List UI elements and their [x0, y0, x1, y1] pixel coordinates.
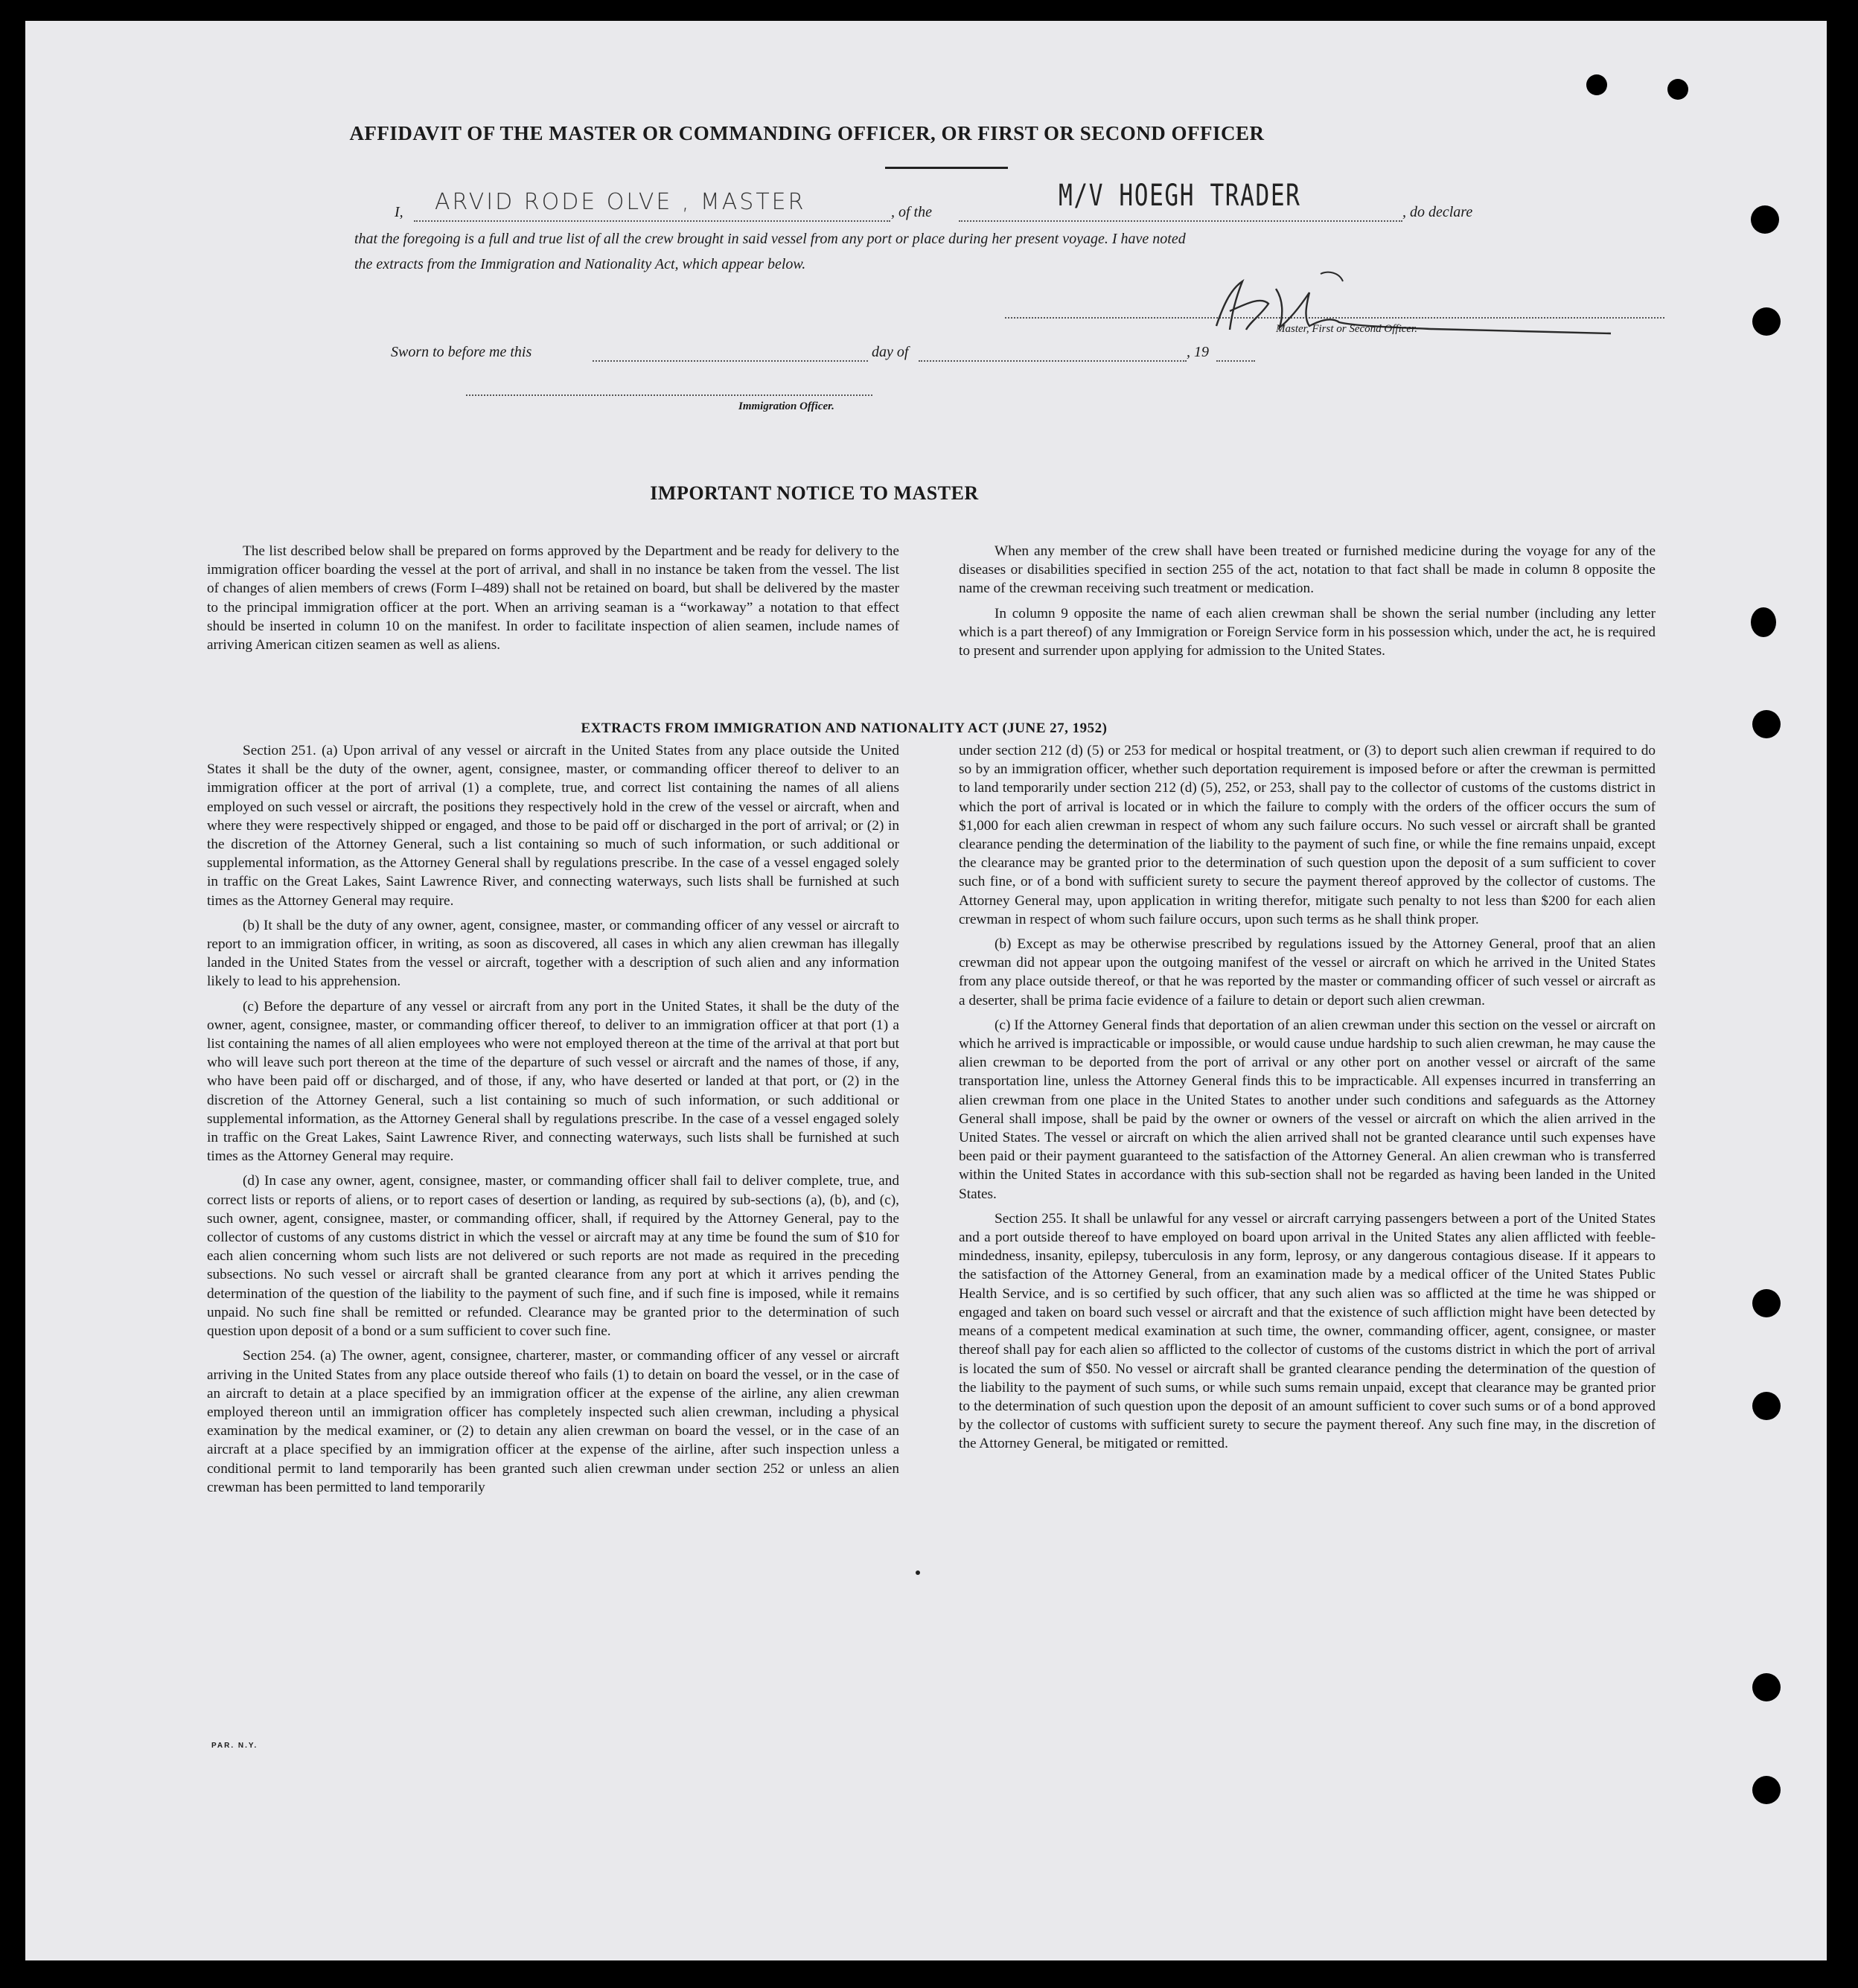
binder-hole [1752, 307, 1781, 336]
notice-paragraph: When any member of the crew shall have been treated or furnished medicine during the voyage for any of the diseases or disabilities specified in section 255 of the act, notation to that fact shall be made in column 8 opposite the name of the crewman receiving such treatment or medication. [959, 543, 1656, 597]
year-line [1216, 360, 1255, 362]
act-paragraph: under section 212 (d) (5) or 253 for medical or hospital treatment, or (3) to deport such alien crewman if required to do so by an immigration officer, whether such deportation requirement is imposed before or after the crewman is permitted to land temporarily under section 212 (d) (5), 252, or 253, shall pay to the collector of customs of the customs district in which the port of arrival is located or in which the failure to comply with the orders of the officer occurs the sum of $1,000 for each alien crewman in respect of whom any such failure occurs. No such vessel or aircraft shall be granted clearance pending the determination of the liability to the payment of such fine, or while the fine remains unpaid, except the clearance may be granted prior to the determination of such question upon the deposit of a sum sufficient to cover such fine, or of a bond with sufficient surety to secure the payment thereof approved by the collector of customs. The Attorney General may, upon application in writing therefor, mitigate such penalty to not less than $200 for each alien crewman in respect of whom such failure occurs, upon such terms as he shall think proper. [959, 743, 1656, 927]
stray-mark [916, 1570, 920, 1575]
binder-hole [1752, 1289, 1781, 1317]
signature-caption: Master, First or Second Officer. [1276, 323, 1417, 335]
act-paragraph: Section 255. It shall be unlawful for any vessel or aircraft carrying passengers between a port of the United States and a port outside thereof to have employed on board upon arrival in the United States any alien afflicted with feeble-mindedness, insanity, epilepsy, tuberculosis in any form, leprosy, or any dangerous contagious disease. If it appears to the satisfaction of the Attorney General, from an examination made by a medical officer of the United States Public Health Service, and is so certified by such officer, that any such alien was so afflicted at the time he was shipped or engaged and taken on board such vessel or aircraft and that the existence of such affliction might have been detected by means of a competent medical examination at such time, the owner, commanding officer, agent, consignee, or master thereof shall pay for each alien so afflicted to the collector of customs of the customs district in which the port of arrival is located the sum of $50. No vessel or aircraft shall be granted clearance pending the determination of the question of the liability to the payment of such sums, or while such sums remain unpaid, except that clearance may be granted prior to the determination of such question upon the deposit of an amount sufficient to cover such sums or of a bond approved by the collector of customs with sufficient surety to secure the payment thereof. Any such fine may, in the discretion of the Attorney General, be mitigated or remitted. [959, 1210, 1656, 1452]
act-paragraph: (b) It shall be the duty of any owner, agent, consignee, master, or commanding officer of any vessel or aircraft to report to an immigration officer, in writing, as soon as discovered, all cases in which any alien crewman has illegally landed in the United States from the vessel or aircraft, together with a description of such alien and any information likely to lead to his apprehension. [207, 917, 899, 990]
vessel-name-line [959, 220, 1402, 222]
act-paragraph: Section 254. (a) The owner, agent, consignee, charterer, master, or commanding officer of any vessel or aircraft arriving in the United States from any place outside thereof who fails (1) to detain on board the vessel, or in the case of an aircraft to detain at a place specified by an immigration officer at the expense of the airline, any alien crewman employed thereon until an immigration officer has completely inspected such alien crewman, including a physical examination by the medical examiner, or (2) to detain any alien crewman on board the vessel, or in the case of an aircraft at a place specified by an immigration officer at the expense of the airline, after such inspection unless a conditional permit to land temporarily has been granted such alien crewman under section 252 or unless an alien crewman has been permitted to land temporarily [207, 1348, 899, 1495]
affidavit-statement-line-2: the extracts from the Immigration and Nationality Act, which appear below. [354, 256, 806, 272]
notice-heading: IMPORTANT NOTICE TO MASTER [650, 482, 979, 504]
affidavit-i-label: I, [395, 204, 403, 220]
immigration-officer-caption: Immigration Officer. [738, 400, 834, 412]
sworn-label: Sworn to before me this [391, 344, 532, 360]
extracts-right-column [959, 741, 1656, 1460]
act-paragraph: (d) In case any owner, agent, consignee, master, or commanding officer shall fail to deliver complete, true, and correct lists or reports of aliens, or to report cases of desertion or landing, as required by sub-sections (a), (b), and (c), such owner, agent, consignee, master, or commanding officer, shall, if required by the Attorney General, pay to the collector of customs of any customs district in which the vessel or aircraft may at any time be found the sum of $10 for each alien concerning whom such lists are not delivered or such reports are not made as required in the preceding subsections. No such vessel or aircraft shall be granted clearance from any port at which it arrives pending the determination of the question of the liability to the payment of such fine, and if such fine is imposed, while it remains unpaid. No such fine shall be remitted or refunded. Clearance may be granted prior to the determination of such question upon deposit of a bond or a sum sufficient to cover such fine. [207, 1173, 899, 1340]
act-paragraph: Section 251. (a) Upon arrival of any vessel or aircraft in the United States from any place outside the United States it shall be the duty of the owner, agent, consignee, master, or commanding officer thereof to deliver to an immigration officer at the port of arrival (1) a complete, true, and correct list containing the names of all aliens employed on such vessel or aircraft, the positions they respectively hold in the crew of the vessel or aircraft, when and where they were respectively shipped or engaged, and those to be paid off or discharged in the port of arrival; or (2) in the discretion of the Attorney General, such a list containing so much of such information, or such additional or supplemental information, as the Attorney General shall by regulations prescribe. In the case of a vessel engaged solely in traffic on the Great Lakes, Saint Lawrence River, and connecting waterways, such lists shall be furnished at such times as the Attorney General may require. [207, 743, 899, 909]
notice-right-column [959, 542, 1656, 666]
day-of-label: day of [872, 344, 909, 360]
month-line [919, 360, 1187, 362]
vessel-name: M/V HOEGH TRADER [1059, 179, 1301, 213]
act-paragraph: (c) Before the departure of any vessel or aircraft from any port in the United States, it shall be the duty of the owner, agent, consignee, master, or commanding officer thereof, to deliver to an immigration officer at that port (1) a list containing the names of all alien employees who were not employed thereon at the time of the arrival at that port but who will leave such port thereon at the time of the departure of such vessel or aircraft and the names of those, if any, who have been paid off or discharged, and of those, if any, who have deserted or landed at that port, or (2) in the discretion of the Attorney General, such a list containing so much of such information, or such additional or supplemental information, as the Attorney General shall by regulations prescribe. In the case of a vessel engaged solely in traffic on the Great Lakes, Saint Lawrence River, and connecting waterways, such lists shall be furnished at such times as the Attorney General may require. [207, 998, 899, 1165]
notice-paragraph: In column 9 opposite the name of each alien crewman shall be shown the serial number (including any letter which is a part thereof) of any Immigration or Foreign Service form in his possession which, under the act, he is required to present and surrender upon applying for admission to the United States. [959, 605, 1656, 659]
title-divider [885, 167, 1008, 169]
act-paragraph: (c) If the Attorney General finds that deportation of an alien crewman under this section on the vessel or aircraft on which he arrived is impracticable or impossible, or would cause undue hardship to such alien crewman, he may cause the alien crewman to be deported from the port of arrival or any other port on another vessel or aircraft of the same transportation line, unless the Attorney General finds this to be impracticable. All expenses incurred in transferring an alien crewman from one place in the United States to another under such conditions and safeguards as the Attorney General shall impose, shall be paid by the owner or owners of the vessel or aircraft on which the alien arrived in the United States. The vessel or aircraft on which the alien arrived shall not be granted clearance until such expenses have been paid or their payment guaranteed to the satisfaction of the Attorney General. An alien crewman who is transferred within the United States in accordance with this sub-section shall not be regarded as having been landed in the United States. [959, 1017, 1656, 1202]
binder-hole [1667, 79, 1688, 100]
printer-code: PAR. N.Y. [211, 1742, 258, 1750]
sworn-date-line [593, 360, 868, 362]
notice-left-column [207, 542, 899, 660]
binder-hole [1751, 607, 1776, 637]
year-label: , 19 [1187, 344, 1209, 360]
of-the-label: , of the [891, 204, 932, 220]
binder-hole [1752, 1673, 1781, 1701]
binder-hole [1752, 1776, 1781, 1804]
extracts-left-column [207, 741, 899, 1503]
affidavit-statement-line: that the foregoing is a full and true list of all the crew brought in said vessel from any port or place during her present voyage. I have noted [354, 231, 1186, 247]
handwritten-master-name: ARVID RODE OLVE , MASTER [435, 189, 806, 215]
act-paragraph: (b) Except as may be otherwise prescribed by regulations issued by the Attorney General, proof that an alien crewman did not appear upon the outgoing manifest of the vessel or aircraft on which he arrived in the United States from any place outside thereof, or that he was reported by the master or commanding officer of such vessel or aircraft as a deserter, shall be prima facie evidence of a failure to detain or deport such alien crewman. [959, 936, 1656, 1009]
binder-hole [1752, 710, 1781, 738]
officer-signature-line [466, 394, 872, 396]
document-page [25, 21, 1827, 1960]
do-declare-label: , do declare [1402, 204, 1473, 220]
notice-paragraph: The list described below shall be prepared on forms approved by the Department and be ready for delivery to the immigration officer boarding the vessel at the port of arrival, and shall in no instance be taken from the vessel. The list of changes of alien members of crews (Form I–489) shall not be retained on board, but shall be delivered by the master to the principal immigration officer at the port. When an arriving seaman is a “workaway” a notation to that effect should be inserted in column 10 on the manifest. In order to facilitate inspection of alien seamen, include names of arriving American citizen seamen as well as aliens. [207, 543, 899, 653]
binder-hole [1586, 74, 1607, 95]
binder-hole [1752, 1392, 1781, 1420]
affidavit-title: AFFIDAVIT OF THE MASTER OR COMMANDING OFFICER, OR FIRST OR SECOND OFFICER [349, 122, 1265, 144]
master-name-line [414, 220, 890, 222]
extracts-heading: EXTRACTS FROM IMMIGRATION AND NATIONALITY ACT (JUNE 27, 1952) [581, 720, 1108, 736]
binder-hole [1751, 205, 1779, 234]
